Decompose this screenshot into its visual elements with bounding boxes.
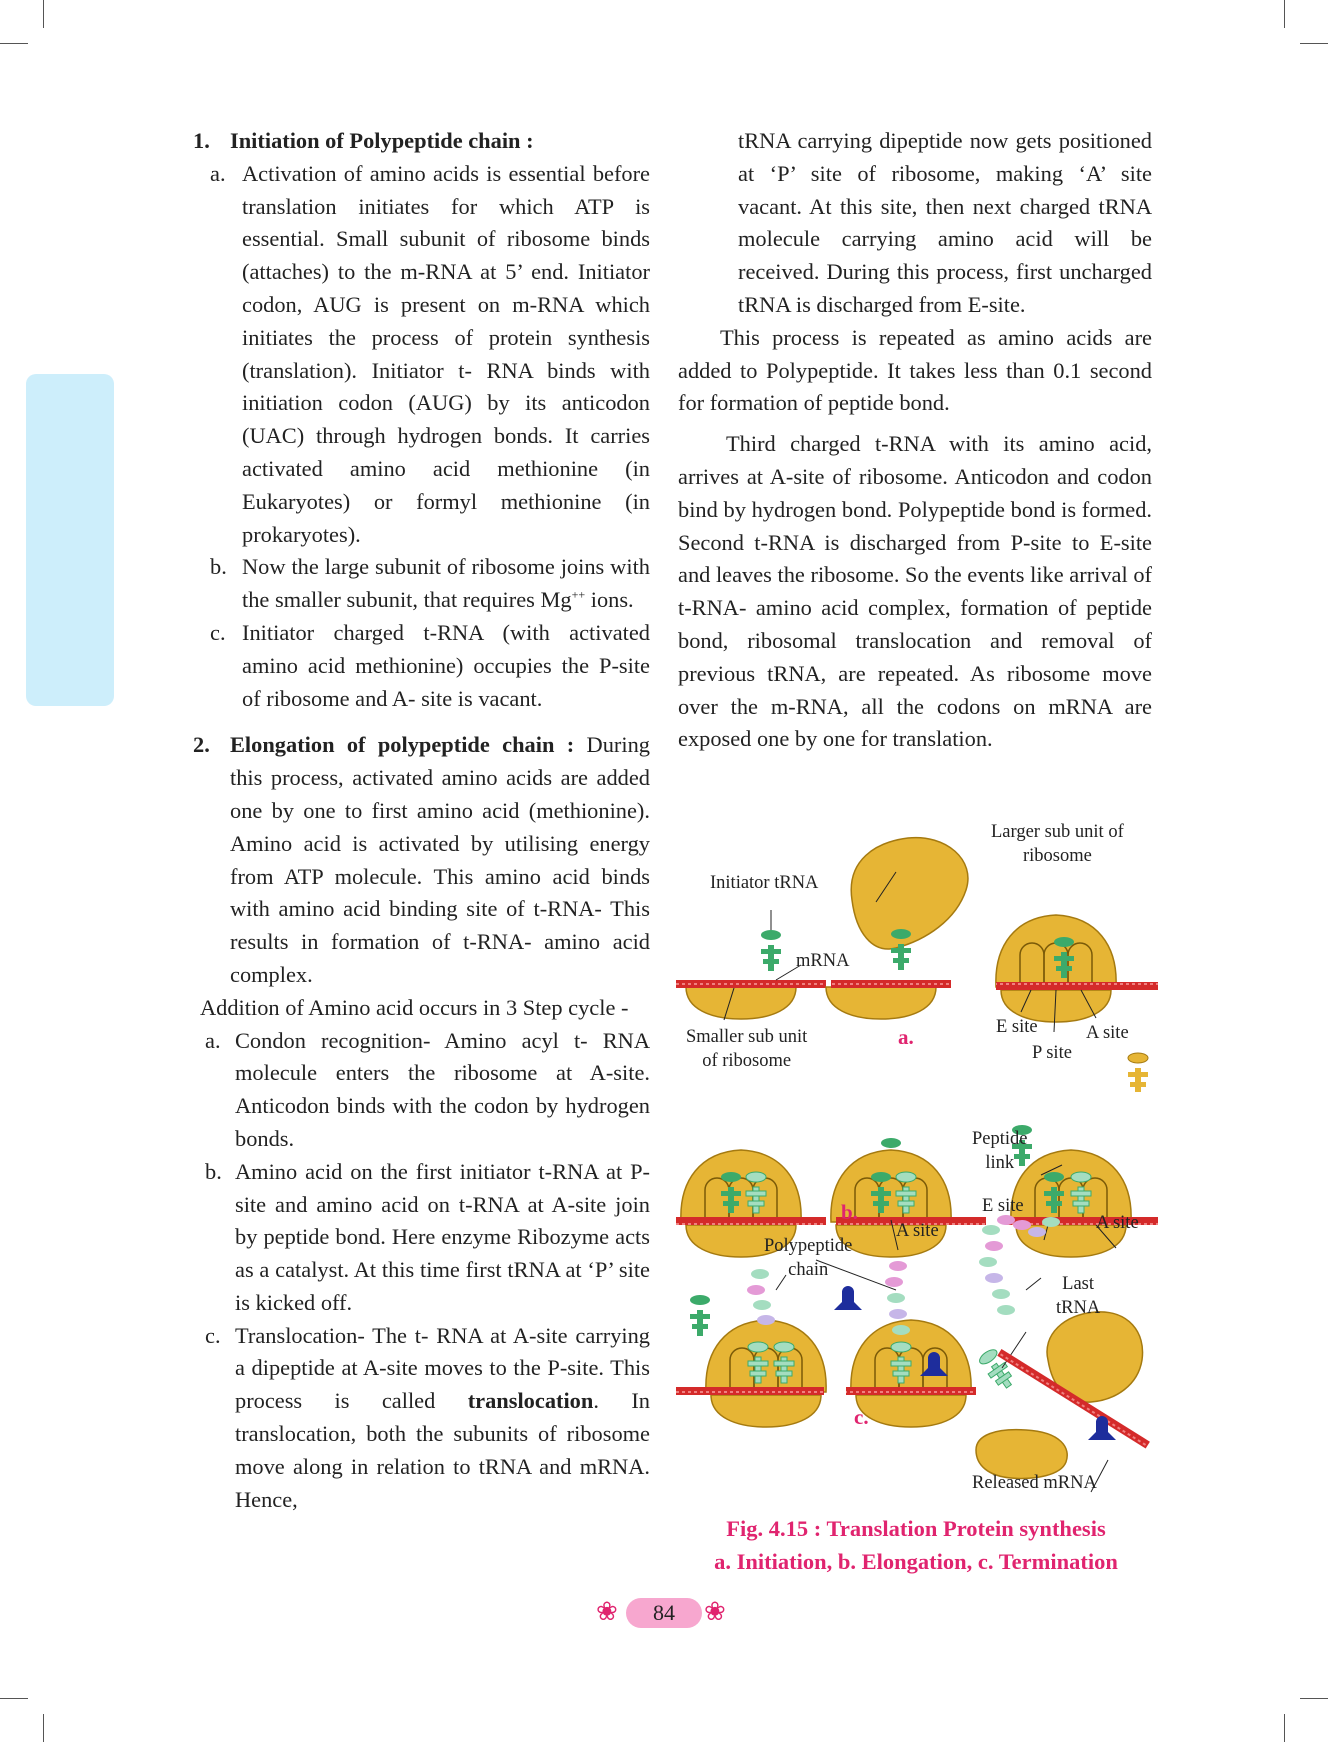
crop-mark <box>43 0 44 28</box>
list-letter: b. <box>205 1158 222 1184</box>
list-text: Activation of amino acids is essential before translation initiates for which ATP is essential. Small subunit of ribosome binds (attaches) to the m-RNA at 5’ end. Initiator codon, AUG is present on m-RNA which initiates the process of protein synthesis (translation). Initiator t- RNA binds with initiation codon (AUG) by its anticodon (UAC) through hydrogen bonds. It carries activated amino acid methionine (in Eukaryotes) or formyl methionine (in prokaryotes). <box>242 160 650 547</box>
chapter-side-tab <box>26 374 114 706</box>
section-heading: Initiation of Polypeptide chain : <box>230 128 534 153</box>
list-text-tail: ions. <box>585 587 634 613</box>
mrna-strand <box>831 980 951 988</box>
mrna-strand <box>996 982 1158 990</box>
bold-term: translocation <box>467 1388 594 1414</box>
figure-caption <box>676 1512 1156 1578</box>
right-column <box>678 125 1152 756</box>
list-letter: a. <box>210 160 226 186</box>
label-e-site: E site <box>982 1196 1024 1216</box>
crop-mark <box>0 1698 28 1699</box>
label-a-site: A site <box>896 1221 939 1241</box>
small-subunit <box>826 987 936 1019</box>
step-marker-b: b. <box>841 1200 858 1224</box>
label-mrna: mRNA <box>796 951 850 971</box>
label-initiator-trna: Initiator tRNA <box>710 873 819 893</box>
list-text: Condon recognition- Amino acyl t- RNA molecule enters the ribosome at A-site. Anticodon binds with the codon by hydrogen bonds. <box>235 1027 650 1151</box>
free-trna <box>1128 1053 1148 1092</box>
small-subunit <box>686 987 796 1019</box>
mrna-strand <box>676 1387 824 1395</box>
step-marker-a: a. <box>898 1025 914 1049</box>
flower-ornament-icon: ❀ <box>704 1597 726 1626</box>
section-number: 2. <box>193 732 210 758</box>
ribosome <box>706 1320 826 1392</box>
trna <box>891 929 911 970</box>
label-larger-subunit: Larger sub unit of ribosome <box>991 822 1124 866</box>
translation-figure <box>676 820 1158 1500</box>
ribosome <box>851 1320 971 1392</box>
label-peptide-link: Peptide link <box>972 1129 1028 1173</box>
ribosome <box>996 915 1116 987</box>
list-item <box>190 1320 650 1517</box>
list-text: Initiator charged t-RNA (with activated amino acid methionine) occupies the P-site of ribosome and A- site is vacant. <box>242 619 650 711</box>
list-item <box>190 551 650 617</box>
crop-mark <box>1284 1714 1285 1742</box>
flower-ornament-icon: ❀ <box>596 1597 618 1626</box>
section-text: During this process, activated amino acids are added one by one to first amino acid (methionine). Amino acid is activated by utilising energy from ATP molecule. This amino acid binds with amino acid binding site of t-RNA- This results in formation of t-RNA- amino acid complex. <box>230 732 650 987</box>
label-polypeptide-chain: Polypeptide chain <box>764 1236 853 1280</box>
section-initiation <box>190 125 650 158</box>
superscript: ++ <box>571 587 586 602</box>
crop-mark <box>0 43 28 44</box>
figure-drawing <box>676 820 1158 1500</box>
list-text: Now the large subunit of ribosome joins with the smaller subunit, that requires Mg <box>242 554 650 613</box>
crop-mark <box>43 1714 44 1742</box>
section-heading: Elongation of polypeptide chain : <box>230 732 575 758</box>
label-released-mrna: Released mRNA <box>972 1473 1097 1493</box>
mrna-strand <box>676 1217 826 1225</box>
list-text: . In translocation, both the subunits of ribosome move along in relation to tRNA and mRNA. Hence, <box>235 1388 650 1512</box>
list-letter: a. <box>205 1027 221 1053</box>
crop-mark <box>1284 0 1285 28</box>
list-letter: c. <box>210 619 226 645</box>
mrna-strand <box>676 980 826 988</box>
page-number: 84 <box>626 1598 702 1628</box>
section-number: 1. <box>193 128 210 153</box>
page-number-badge <box>596 1594 732 1630</box>
initiator-trna <box>761 930 781 971</box>
label-a-site: A site <box>1086 1023 1129 1043</box>
list-text: Translocation- The t- RNA at A-site carrying a dipeptide at A-site moves to the P-site. This process is called <box>235 1322 650 1414</box>
label-a-site: A site <box>1096 1213 1139 1233</box>
step-marker-c: c. <box>854 1405 869 1429</box>
paragraph: Third charged t-RNA with its amino acid, arrives at A-site of ribosome. Anticodon and codon bind by hydrogen bond. Polypeptide bond is formed. Second t-RNA is discharged from P-site to E-site and leaves the ribosome. So the events like arrival of t-RNA- amino acid complex, formation of peptide bond, ribosomal translocation and removal of previous tRNA, are repeated. As ribosome move over the m-RNA, all the codons on mRNA are exposed one by one for translation. <box>678 431 1152 752</box>
crop-mark <box>1300 43 1328 44</box>
release-factor <box>834 1286 862 1310</box>
small-subunit <box>711 1395 821 1427</box>
caption-line: Fig. 4.15 : Translation Protein synthesis <box>726 1516 1106 1541</box>
list-item <box>190 617 650 715</box>
left-column <box>190 125 650 1516</box>
label-e-site: E site <box>996 1017 1038 1037</box>
paragraph: tRNA carrying dipeptide now gets positioned at ‘P’ site of ribosome, making ‘A’ site vacant. At this site, then next charged tRNA molecule carrying amino acid will be received. During this process, first uncharged tRNA is discharged from E-site. <box>738 128 1152 317</box>
list-text: Amino acid on the first initiator t-RNA at P-site and amino acid on t-RNA at A-site join by peptide bond. Here enzyme Ribozyme acts as a catalyst. At this time first tRNA at ‘P’ site is kicked off. <box>235 1158 650 1315</box>
label-smaller-subunit: Smaller sub unit of ribosome <box>686 1027 808 1071</box>
paragraph: This process is repeated as amino acids are added to Polypeptide. It takes less than 0.1 second for formation of peptide bond. <box>678 324 1152 416</box>
list-item <box>190 1025 650 1156</box>
list-letter: b. <box>210 554 227 580</box>
trna <box>690 1295 710 1336</box>
caption-line: a. Initiation, b. Elongation, c. Termination <box>714 1549 1118 1574</box>
small-subunit <box>856 1395 966 1427</box>
mrna-strand <box>846 1387 976 1395</box>
list-letter: c. <box>205 1322 221 1348</box>
list-item <box>190 1156 650 1320</box>
crop-mark <box>1300 1698 1328 1699</box>
ribosome <box>681 1150 801 1222</box>
list-item <box>190 158 650 552</box>
section-elongation <box>190 729 650 991</box>
label-p-site: P site <box>1032 1043 1072 1063</box>
step-cycle-intro: Addition of Amino acid occurs in 3 Step cycle - <box>200 994 629 1020</box>
label-last-trna: Last tRNA <box>1056 1274 1101 1318</box>
